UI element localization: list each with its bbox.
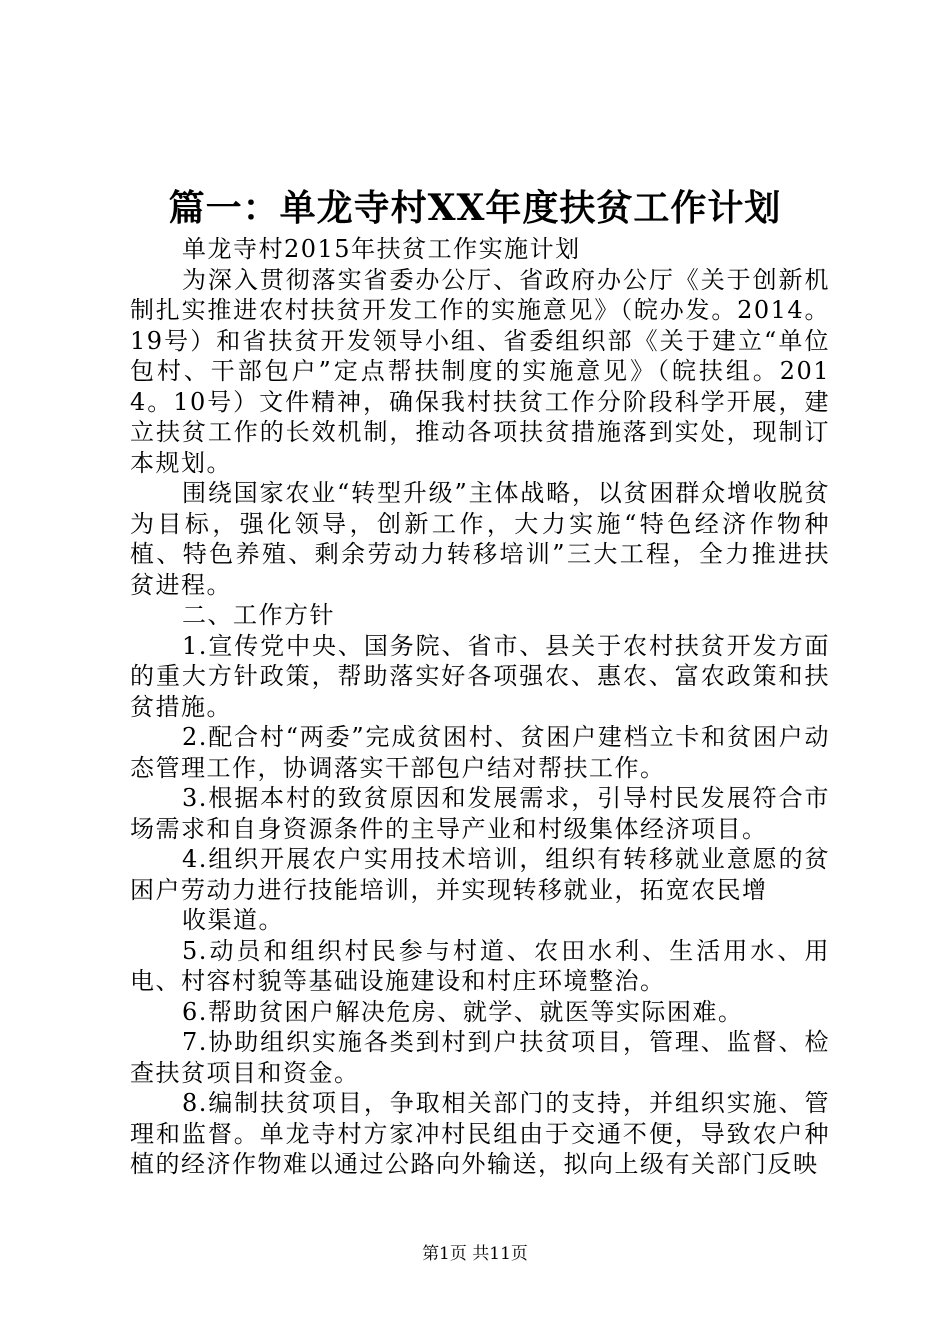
list-item-8: 8.编制扶贫项目，争取相关部门的支持，并组织实施、管理和监督。单龙寺村方家冲村民组由于交通不便，导致农户种植的经济作物难以通过公路向外输送，拟向上级有关部门反映 [130,1089,830,1178]
paragraph-intro: 为深入贯彻落实省委办公厅、省政府办公厅《关于创新机制扎实推进农村扶贫开发工作的实施意见》（皖办发。2014。19号）和省扶贫开发领导小组、省委组织部《关于建立“单位包村、干部包户”定点帮扶制度的实施意见》（皖扶组。2014。10号）文件精神，确保我村扶贫工作分阶段科学开展，建立扶贫工作的长效机制，推动各项扶贫措施落到实处，现制订本规划。 [130,265,830,477]
document-title: 篇一：单龙寺村XX年度扶贫工作计划 [168,187,782,229]
page-number: 第1页 [422,1244,467,1264]
list-item-4-continuation: 收渠道。 [182,906,284,934]
list-item-3: 3.根据本村的致贫原因和发展需求，引导村民发展符合市场需求和自身资源条件的主导产业和村级集体经济项目。 [130,784,830,843]
page-footer [0,1242,950,1266]
list-item-1: 1.宣传党中央、国务院、省市、县关于农村扶贫开发方面的重大方针政策，帮助落实好各项强农、惠农、富农政策和扶贫措施。 [130,631,830,721]
page-total: 共11页 [472,1244,528,1264]
list-item-7: 7.协助组织实施各类到村到户扶贫项目，管理、监督、检查扶贫项目和资金。 [130,1028,830,1087]
list-item-4: 4.组织开展农户实用技术培训，组织有转移就业意愿的贫困户劳动力进行技能培训，并实现转移就业，拓宽农民增 [130,845,830,904]
section-heading-work-policy: 二、工作方针 [182,601,335,629]
document-body [130,234,830,1180]
paragraph-strategy: 围绕国家农业“转型升级”主体战略，以贫困群众增收脱贫为目标，强化领导，创新工作，大力实施“特色经济作物种植、特色养殖、剩余劳动力转移培训”三大工程，全力推进扶贫进程。 [130,479,830,599]
list-item-6: 6.帮助贫困户解决危房、就学、就医等实际困难。 [182,997,744,1026]
list-item-2: 2.配合村“两委”完成贫困村、贫困户建档立卡和贫困户动态管理工作，协调落实干部包户结对帮扶工作。 [130,723,830,782]
list-item-5: 5.动员和组织村民参与村道、农田水利、生活用水、用电、村容村貌等基础设施建设和村庄环境整治。 [130,936,830,995]
paragraph-plan-heading: 单龙寺村2015年扶贫工作实施计划 [182,235,581,263]
